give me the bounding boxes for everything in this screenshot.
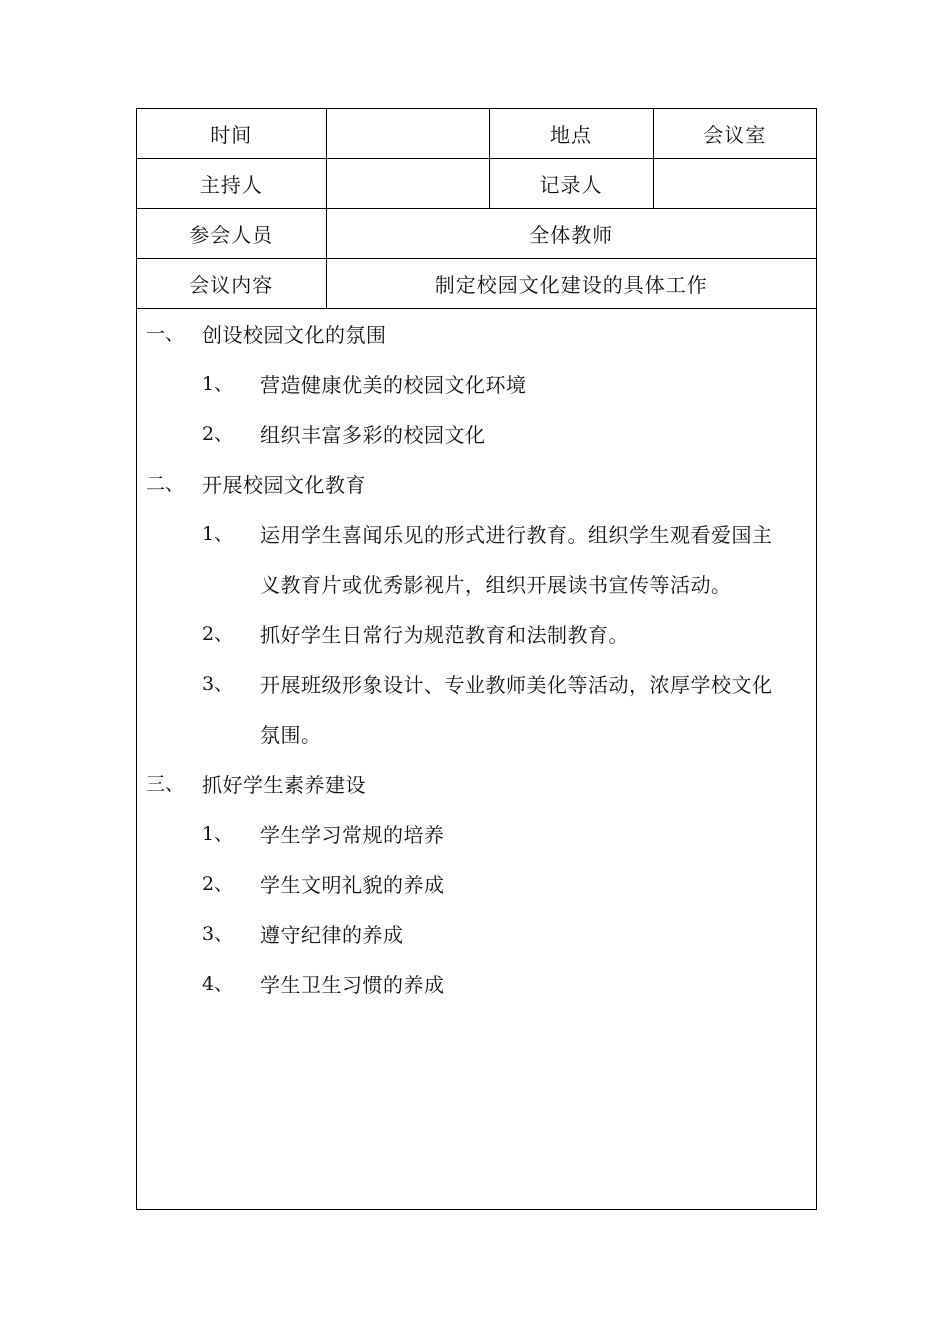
section-number: 二、 <box>146 473 185 495</box>
item-number: 3、 <box>202 673 234 695</box>
recorder-value <box>653 159 816 209</box>
meeting-info-table <box>137 109 816 309</box>
item-text: 组织丰富多彩的校园文化 <box>260 423 486 447</box>
item-text: 遵守纪律的养成 <box>260 923 404 947</box>
section-number: 三、 <box>146 773 185 795</box>
content-value: 制定校园文化建设的具体工作 <box>326 259 816 309</box>
table-row <box>137 109 816 159</box>
item-number: 1、 <box>202 523 234 545</box>
item-number: 3、 <box>202 923 234 945</box>
host-label: 主持人 <box>137 159 326 209</box>
table-row <box>137 209 816 259</box>
item-text: 营造健康优美的校园文化环境 <box>260 373 527 397</box>
item-number: 2、 <box>202 423 234 445</box>
attendees-value: 全体教师 <box>326 209 816 259</box>
recorder-label: 记录人 <box>489 159 653 209</box>
item-number: 2、 <box>202 873 234 895</box>
item-number: 1、 <box>202 373 234 395</box>
item-text: 运用学生喜闻乐见的形式进行教育。组织学生观看爱国主 <box>260 523 773 547</box>
place-label: 地点 <box>489 109 653 159</box>
item-text: 抓好学生日常行为规范教育和法制教育。 <box>260 623 629 647</box>
item-number: 4、 <box>202 973 234 995</box>
place-value: 会议室 <box>653 109 816 159</box>
table-row <box>137 259 816 309</box>
item-text: 学生卫生习惯的养成 <box>260 973 445 997</box>
table-row <box>137 159 816 209</box>
meeting-content-body <box>137 309 816 1159</box>
time-label: 时间 <box>137 109 326 159</box>
host-value <box>326 159 489 209</box>
item-text-continuation: 义教育片或优秀影视片，组织开展读书宣传等活动。 <box>260 573 732 597</box>
item-text-continuation: 氛围。 <box>260 723 322 747</box>
item-text: 学生学习常规的培养 <box>260 823 445 847</box>
content-label: 会议内容 <box>137 259 326 309</box>
meeting-record-sheet <box>136 108 817 1210</box>
section-title: 创设校园文化的氛围 <box>202 323 387 347</box>
section-title: 开展校园文化教育 <box>202 473 366 497</box>
item-number: 1、 <box>202 823 234 845</box>
attendees-label: 参会人员 <box>137 209 326 259</box>
time-value <box>326 109 489 159</box>
item-text: 开展班级形象设计、专业教师美化等活动，浓厚学校文化 <box>260 673 773 697</box>
item-number: 2、 <box>202 623 234 645</box>
section-number: 一、 <box>146 323 185 345</box>
section-title: 抓好学生素养建设 <box>202 773 366 797</box>
item-text: 学生文明礼貌的养成 <box>260 873 445 897</box>
